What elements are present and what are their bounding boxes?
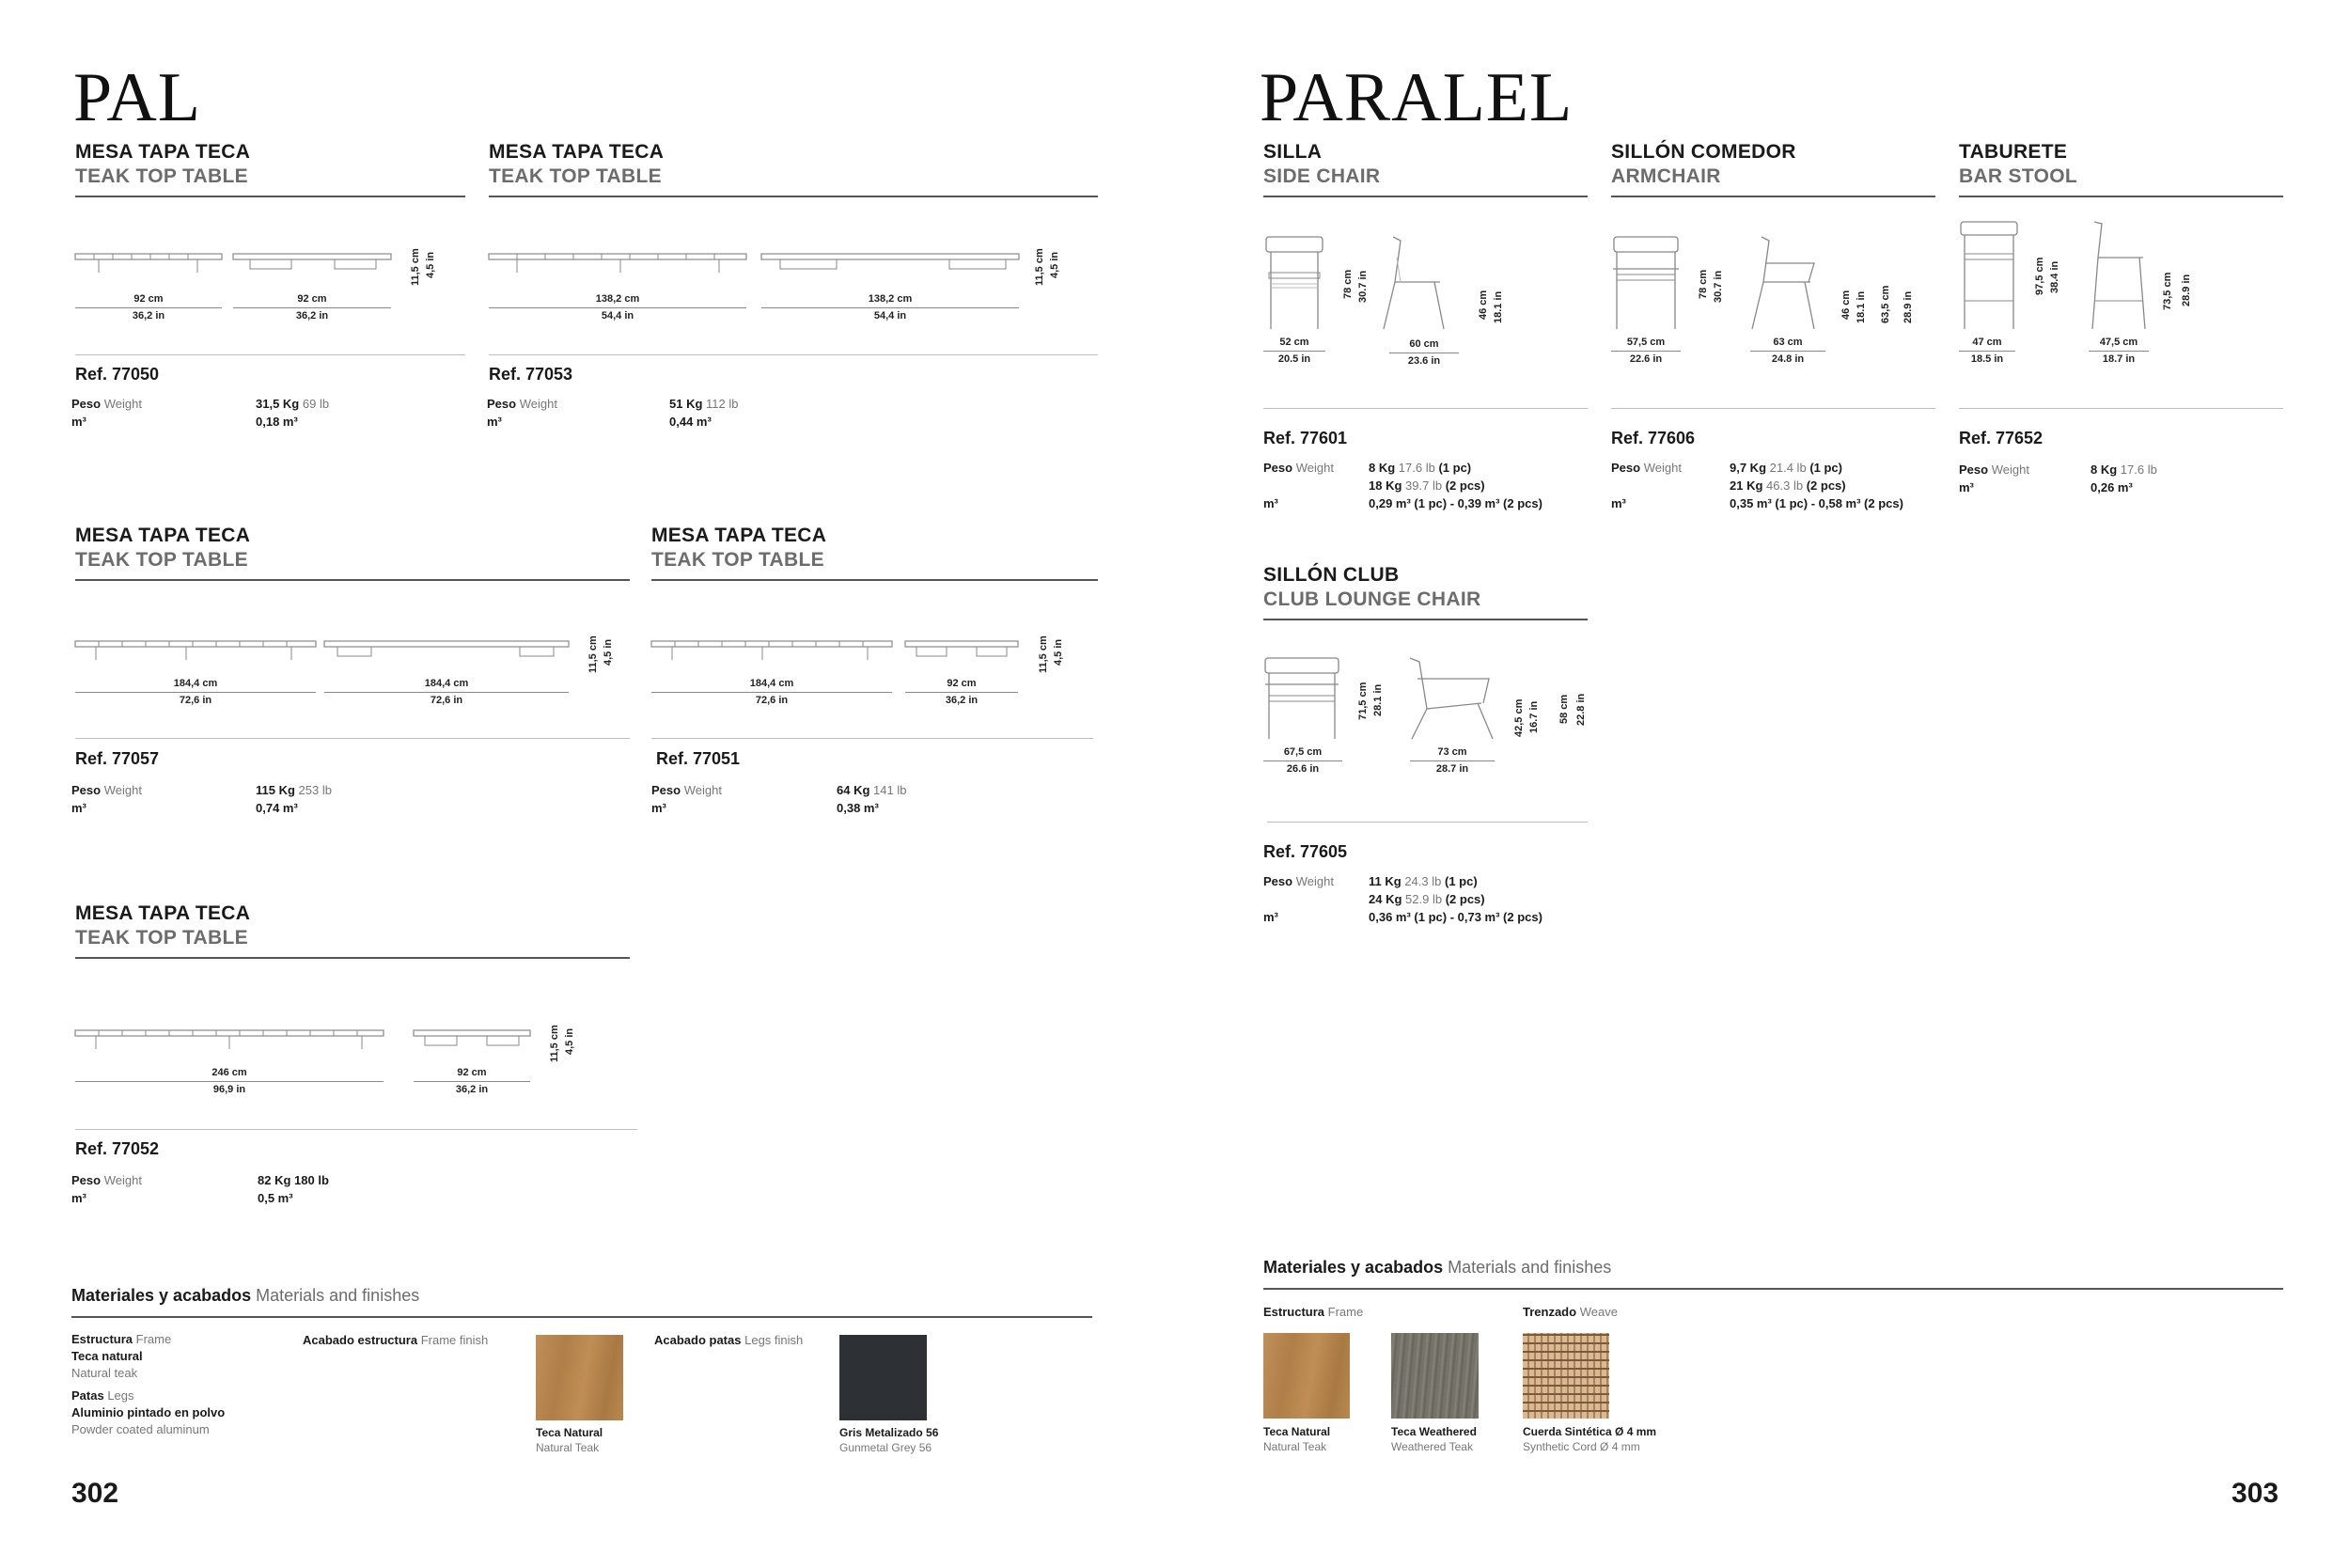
chair-front-drawing: [1263, 235, 1329, 333]
product-name-en: TEAK TOP TABLE: [75, 165, 248, 187]
divider: [75, 738, 630, 739]
volume-value: 0,29 m³ (1 pc) - 0,39 m³ (2 pcs): [1369, 496, 1543, 510]
volume-label: m³: [1263, 910, 1278, 924]
length-dimension: 138,2 cm 54,4 in: [761, 291, 1019, 324]
header-rule: [75, 579, 630, 581]
table-drawing-side: [75, 1028, 387, 1057]
volume-label: m³: [1959, 480, 1974, 494]
product-ref: Ref. 77605: [1263, 842, 1348, 861]
swatch-caption: Teca Weathered Weathered Teak: [1391, 1425, 1477, 1453]
table-drawing-side: [489, 252, 752, 280]
stool-front-drawing: [1959, 220, 2021, 333]
weight-label: Peso Weight: [1263, 461, 1334, 475]
length-dimension: 184,4 cm 72,6 in: [651, 676, 892, 709]
weight-value: 11 Kg 24.3 lb (1 pc): [1369, 874, 1478, 888]
arm-height-dimension: 63,5 cm: [1880, 285, 1891, 323]
product-name-en: ARMCHAIR: [1611, 165, 1721, 187]
materials-title: Materiales y acabados Materials and finishes: [1263, 1258, 1612, 1277]
product-ref: Ref. 77652: [1959, 429, 2044, 447]
weathered-teak-swatch: [1391, 1333, 1479, 1419]
product-name-es: MESA TAPA TECA: [75, 141, 251, 163]
weight-value: 115 Kg 253 lb: [256, 783, 332, 797]
volume-value: 0,38 m³: [837, 801, 879, 815]
weight-value: 9,7 Kg 21.4 lb (1 pc): [1730, 461, 1842, 475]
length-dimension: 184,4 cm 72,6 in: [75, 676, 316, 709]
weight-value: 8 Kg 17.6 lb (1 pc): [1369, 461, 1472, 475]
product-name-es: MESA TAPA TECA: [489, 141, 665, 163]
product-header: [1611, 141, 1935, 197]
product-name-es: MESA TAPA TECA: [75, 902, 251, 924]
table-drawing-front: [905, 639, 1024, 667]
table-drawing-front: [324, 639, 574, 667]
length-dimension: 138,2 cm 54,4 in: [489, 291, 746, 324]
height-dimension-in: 4,5 in: [1053, 638, 1064, 666]
product-name-es: MESA TAPA TECA: [75, 525, 251, 546]
product-name-en: SIDE CHAIR: [1263, 165, 1381, 187]
volume-label: m³: [1611, 496, 1626, 510]
weight-label: Peso Weight: [651, 783, 722, 797]
length-dimension: 246 cm 96,9 in: [75, 1065, 384, 1098]
depth-dimension: 63 cm 24.8 in: [1750, 335, 1825, 368]
arm-height-dimension: 22.8 in: [1575, 693, 1587, 726]
height-dimension-in: 4,5 in: [603, 638, 614, 666]
product-name-es: SILLÓN CLUB: [1263, 564, 1400, 586]
height-dimension: 28.1 in: [1372, 683, 1384, 716]
seat-height-dimension: 18.1 in: [1856, 290, 1867, 323]
width-dimension: 67,5 cm 26.6 in: [1263, 745, 1342, 777]
materials-rule: [1263, 1288, 2283, 1290]
volume-label: m³: [487, 415, 502, 429]
volume-value: 0,44 m³: [669, 415, 712, 429]
teak-swatch: [1263, 1333, 1350, 1419]
width-dimension: 47 cm 18.5 in: [1959, 335, 2015, 368]
weight-label: Peso Weight: [1959, 463, 2029, 477]
weight-value: 18 Kg 39.7 lb (2 pcs): [1369, 478, 1485, 493]
product-ref: Ref. 77052: [75, 1139, 160, 1158]
product-name-es: SILLA: [1263, 141, 1323, 163]
seat-height-dimension: 46 cm: [1840, 290, 1852, 320]
length-dimension: 92 cm 36,2 in: [75, 291, 222, 324]
product-header: [1263, 564, 1588, 620]
arm-height-dimension: 58 cm: [1558, 694, 1570, 724]
stool-side-drawing: [2089, 220, 2151, 333]
header-rule: [1959, 196, 2283, 197]
product-header: [1959, 141, 2283, 197]
product-name-en: TEAK TOP TABLE: [75, 549, 248, 571]
height-dimension-cm: 11,5 cm: [1034, 248, 1045, 286]
materials-title: Materiales y acabados Materials and finishes: [71, 1286, 420, 1305]
weight-label: Peso Weight: [71, 397, 142, 411]
table-drawing-front: [414, 1028, 536, 1057]
volume-value: 0,26 m³: [2091, 480, 2133, 494]
table-drawing-front: [761, 252, 1025, 280]
height-dimension: 30.7 in: [1357, 270, 1369, 303]
height-dimension-cm: 11,5 cm: [410, 248, 421, 286]
product-header: [651, 525, 1098, 581]
length-dimension: 184,4 cm 72,6 in: [324, 676, 569, 709]
product-ref: Ref. 77057: [75, 749, 160, 768]
volume-value: 0,36 m³ (1 pc) - 0,73 m³ (2 pcs): [1369, 910, 1543, 924]
seat-height-dimension: 16.7 in: [1528, 700, 1540, 733]
volume-label: m³: [651, 801, 666, 815]
product-ref: Ref. 77051: [656, 749, 741, 768]
club-chair-side-drawing: [1406, 656, 1500, 743]
frame-label: Estructura Frame: [1263, 1305, 1364, 1319]
frame-finish-label: Acabado estructura Frame finish: [303, 1333, 489, 1347]
divider: [651, 738, 1093, 739]
page-number: 303: [2232, 1478, 2279, 1509]
weight-value: 31,5 Kg 69 lb: [256, 397, 330, 411]
product-name-es: MESA TAPA TECA: [651, 525, 827, 546]
materials-rule: [71, 1316, 1092, 1318]
product-name-en: TEAK TOP TABLE: [75, 927, 248, 949]
divider: [1959, 408, 2283, 409]
product-name-en: BAR STOOL: [1959, 165, 2077, 187]
product-name-es: TABURETE: [1959, 141, 2068, 163]
volume-label: m³: [71, 415, 86, 429]
header-rule: [75, 957, 630, 959]
divider: [75, 354, 465, 355]
volume-label: m³: [71, 801, 86, 815]
product-header: [75, 525, 630, 581]
weight-label: Peso Weight: [71, 1173, 142, 1187]
height-dimension: 97,5 cm: [2034, 257, 2045, 295]
length-dimension: 92 cm 36,2 in: [233, 291, 391, 324]
depth-dimension: 60 cm 23.6 in: [1389, 337, 1459, 369]
seat-height-dimension: 18.1 in: [1493, 290, 1504, 323]
weight-value: 82 Kg 180 lb: [258, 1173, 329, 1187]
header-rule: [75, 196, 465, 197]
product-ref: Ref. 77606: [1611, 429, 1696, 447]
brand-title-pal: PAL: [73, 59, 202, 136]
swatch-caption: Teca Natural Natural Teak: [536, 1426, 603, 1454]
club-chair-front-drawing: [1263, 656, 1342, 743]
divider: [1263, 408, 1588, 409]
product-name-en: TEAK TOP TABLE: [489, 165, 662, 187]
header-rule: [651, 579, 1098, 581]
weight-value: 8 Kg 17.6 lb: [2091, 463, 2157, 477]
product-header: [489, 141, 1098, 197]
page-number: 302: [71, 1478, 119, 1509]
swatch-caption: Gris Metalizado 56 Gunmetal Grey 56: [839, 1426, 939, 1454]
height-dimension: 78 cm: [1698, 269, 1709, 299]
product-name-en: CLUB LOUNGE CHAIR: [1263, 588, 1481, 610]
frame-spec: Estructura Frame Teca natural Natural teak Patas Legs Aluminio pintado en polvo Powder coated aluminum: [71, 1332, 226, 1436]
seat-height-dimension: 28.9 in: [2181, 274, 2192, 306]
length-dimension: 92 cm 36,2 in: [905, 676, 1018, 709]
height-dimension: 30.7 in: [1713, 270, 1724, 303]
product-ref: Ref. 77601: [1263, 429, 1348, 447]
volume-value: 0,5 m³: [258, 1191, 293, 1205]
depth-dimension: 73 cm 28.7 in: [1410, 745, 1495, 777]
product-header: [1263, 141, 1588, 197]
volume-label: m³: [71, 1191, 86, 1205]
volume-value: 0,74 m³: [256, 801, 298, 815]
seat-height-dimension: 73,5 cm: [2162, 272, 2173, 310]
divider: [1267, 822, 1588, 823]
volume-value: 0,18 m³: [256, 415, 298, 429]
brand-title-paralel: PARALEL: [1260, 59, 1574, 136]
width-dimension: 57,5 cm 22.6 in: [1611, 335, 1681, 368]
product-ref: Ref. 77053: [489, 365, 573, 384]
header-rule: [1263, 619, 1588, 620]
length-dimension: 92 cm 36,2 in: [414, 1065, 530, 1098]
table-drawing-front: [233, 252, 395, 280]
height-dimension: 71,5 cm: [1357, 682, 1369, 720]
height-dimension-in: 4,5 in: [564, 1027, 575, 1055]
volume-label: m³: [1263, 496, 1278, 510]
weight-value: 24 Kg 52.9 lb (2 pcs): [1369, 892, 1485, 906]
gunmetal-swatch: [839, 1335, 927, 1420]
teak-swatch: [536, 1335, 623, 1420]
weight-label: Peso Weight: [1611, 461, 1682, 475]
seat-height-dimension: 46 cm: [1478, 290, 1489, 320]
height-dimension-cm: 11,5 cm: [1038, 635, 1049, 673]
weave-label: Trenzado Weave: [1523, 1305, 1618, 1319]
swatch-caption: Teca Natural Natural Teak: [1263, 1425, 1331, 1453]
height-dimension-cm: 11,5 cm: [549, 1025, 560, 1062]
height-dimension-in: 4,5 in: [1049, 251, 1060, 278]
product-name-en: TEAK TOP TABLE: [651, 549, 824, 571]
seat-height-dimension: 42,5 cm: [1513, 698, 1525, 737]
armchair-front-drawing: [1611, 235, 1683, 333]
weight-value: 21 Kg 46.3 lb (2 pcs): [1730, 478, 1846, 493]
legs-finish-label: Acabado patas Legs finish: [654, 1333, 804, 1347]
armchair-side-drawing: [1748, 235, 1827, 333]
table-drawing-side: [651, 639, 898, 667]
weight-label: Peso Weight: [71, 783, 142, 797]
depth-dimension: 47,5 cm 18.7 in: [2089, 335, 2149, 368]
divider: [1611, 408, 1935, 409]
height-dimension: 78 cm: [1342, 269, 1354, 299]
arm-height-dimension: 28.9 in: [1903, 290, 1914, 323]
header-rule: [1263, 196, 1588, 197]
product-name-es: SILLÓN COMEDOR: [1611, 141, 1796, 163]
swatch-caption: Cuerda Sintética Ø 4 mm Synthetic Cord Ø 4 mm: [1523, 1425, 1657, 1453]
synthetic-cord-swatch: [1523, 1333, 1609, 1419]
height-dimension-cm: 11,5 cm: [587, 635, 599, 673]
weight-label: Peso Weight: [1263, 874, 1334, 888]
height-dimension: 38.4 in: [2049, 260, 2060, 293]
product-header: [75, 141, 465, 197]
divider: [489, 354, 1098, 355]
weight-value: 64 Kg 141 lb: [837, 783, 907, 797]
header-rule: [1611, 196, 1935, 197]
table-drawing-side: [75, 252, 226, 280]
volume-value: 0,35 m³ (1 pc) - 0,58 m³ (2 pcs): [1730, 496, 1903, 510]
divider: [75, 1129, 637, 1130]
weight-value: 51 Kg 112 lb: [669, 397, 739, 411]
chair-side-drawing: [1382, 235, 1457, 333]
header-rule: [489, 196, 1098, 197]
width-dimension: 52 cm 20.5 in: [1263, 335, 1325, 368]
product-ref: Ref. 77050: [75, 365, 160, 384]
table-drawing-side: [75, 639, 321, 667]
product-header: [75, 902, 630, 959]
weight-label: Peso Weight: [487, 397, 557, 411]
height-dimension-in: 4,5 in: [425, 251, 436, 278]
